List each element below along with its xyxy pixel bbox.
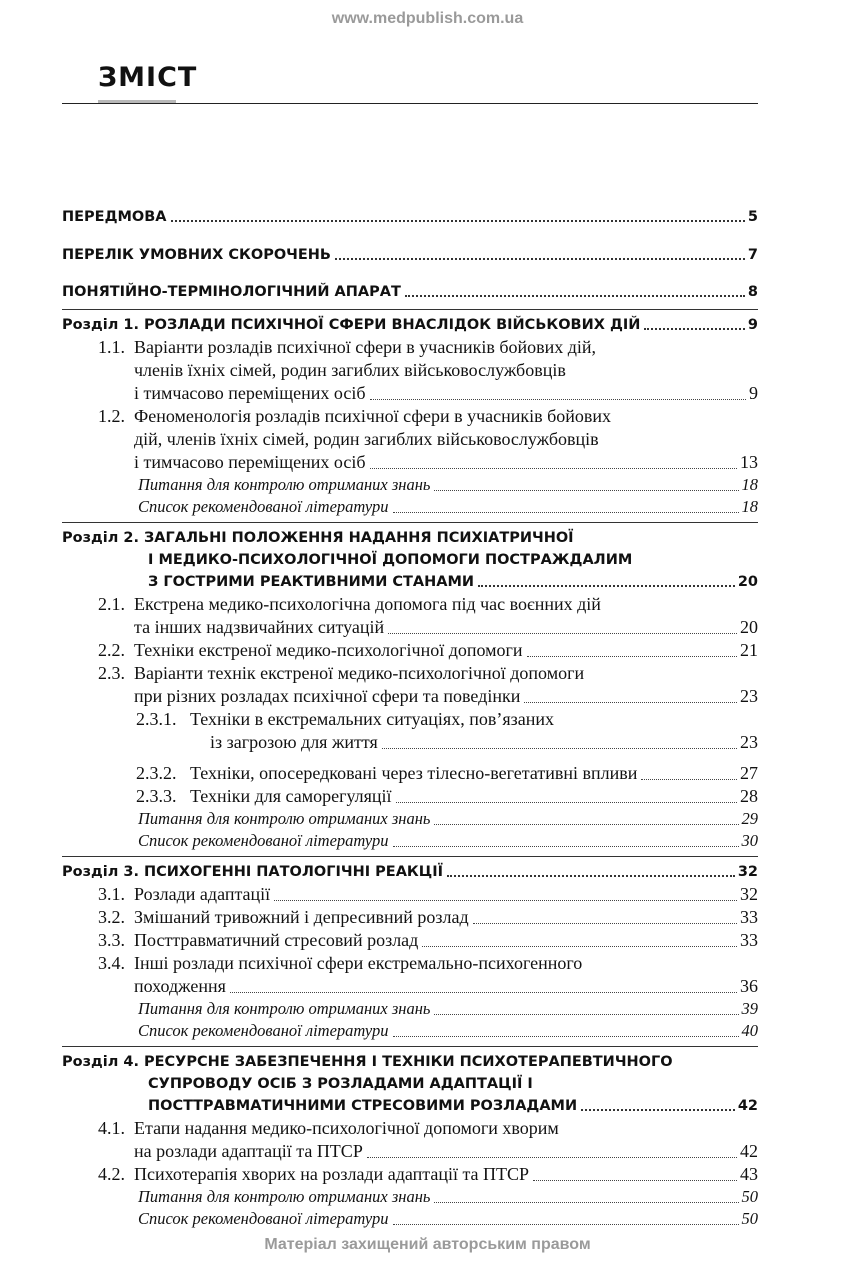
dot-leader	[434, 490, 738, 491]
dot-leader	[533, 1180, 737, 1181]
table-of-contents	[62, 206, 758, 1230]
page-number: 33	[740, 930, 758, 950]
entry-label: Питання для контролю отриманих знань	[138, 1187, 431, 1206]
toc-entry-preface[interactable]	[62, 206, 758, 228]
section-number: 3.3.	[98, 930, 125, 950]
entry-label: Техніки екстреної медико-психологічної допомоги	[134, 640, 523, 660]
toc-entry-3-questions[interactable]	[62, 998, 758, 1020]
page-number: 7	[747, 247, 758, 263]
page-number: 20	[737, 574, 758, 590]
toc-entry-2-3-1[interactable]	[62, 708, 758, 754]
copyright-notice: Матеріал захищений авторським правом	[264, 1236, 591, 1253]
header-rule	[62, 103, 758, 104]
section-number: 2.3.3.	[136, 786, 177, 806]
page-number: 30	[741, 831, 758, 850]
toc-entry-4-1[interactable]	[62, 1117, 758, 1163]
entry-label: Змішаний тривожний і депресивний розлад	[134, 907, 469, 927]
entry-line: на розлади адаптації та ПТСР	[134, 1141, 363, 1161]
toc-entry-terminology[interactable]	[62, 281, 758, 303]
entry-line: Екстрена медико-психологічна допомога під час воєнних дій	[134, 594, 601, 614]
chapter-title: Розділ 3. ПСИХОГЕННІ ПАТОЛОГІЧНІ РЕАКЦІЇ	[62, 864, 444, 880]
toc-entry-2-literature[interactable]	[62, 830, 758, 852]
entry-label: Список рекомендованої літератури	[138, 1209, 389, 1228]
entry-line: Варіанти технік екстреної медико-психологічної допомоги	[134, 663, 585, 683]
dot-leader	[405, 295, 745, 297]
toc-entry-3-1[interactable]	[62, 883, 758, 906]
toc-chapter-4[interactable]	[62, 1051, 758, 1117]
chapter-title-line: І МЕДИКО-ПСИХОЛОГІЧНОЇ ДОПОМОГИ ПОСТРАЖДАЛИМ	[148, 552, 633, 568]
entry-label: Питання для контролю отриманих знань	[138, 999, 431, 1018]
toc-entry-1-questions[interactable]	[62, 474, 758, 496]
section-number: 4.1.	[98, 1118, 125, 1138]
entry-line: при різних розладах психічної сфери та поведінки	[134, 686, 521, 706]
toc-chapter-3[interactable]	[62, 861, 758, 883]
entry-line: і тимчасово переміщених осіб	[134, 452, 366, 472]
toc-entry-2-1[interactable]	[62, 593, 758, 639]
toc-entry-2-questions[interactable]	[62, 808, 758, 830]
dot-leader	[335, 258, 745, 260]
page-number: 32	[740, 884, 758, 904]
toc-entry-4-questions[interactable]	[62, 1186, 758, 1208]
entry-line: дій, членів їхніх сімей, родин загиблих військовослужбовців	[134, 429, 599, 449]
dot-leader	[581, 1109, 735, 1111]
section-number: 1.2.	[98, 406, 125, 426]
dot-leader	[524, 702, 737, 703]
entry-label: Список рекомендованої літератури	[138, 497, 389, 516]
dot-leader	[478, 585, 735, 587]
page-number: 23	[740, 732, 758, 752]
section-number: 2.2.	[98, 640, 125, 660]
page-number: 27	[740, 763, 758, 783]
dot-leader	[367, 1157, 737, 1158]
chapter-title-line: ПОСТТРАВМАТИЧНИМИ СТРЕСОВИМИ РОЗЛАДАМИ	[148, 1098, 578, 1114]
toc-entry-3-3[interactable]	[62, 929, 758, 952]
dot-leader	[434, 824, 738, 825]
section-number: 3.2.	[98, 907, 125, 927]
chapter-title-line: Розділ 2. ЗАГАЛЬНІ ПОЛОЖЕННЯ НАДАННЯ ПСИХІАТРИЧНОЇ	[62, 530, 574, 546]
section-number: 2.3.2.	[136, 763, 177, 783]
entry-line: і тимчасово переміщених осіб	[134, 383, 366, 403]
toc-entry-4-2[interactable]	[62, 1163, 758, 1186]
chapter-title-line: Розділ 4. РЕСУРСНЕ ЗАБЕЗПЕЧЕННЯ І ТЕХНІКИ ПСИХОТЕРАПЕВТИЧНОГО	[62, 1054, 673, 1070]
page-number: 9	[749, 383, 758, 403]
page-title: ЗМІСТ	[98, 62, 198, 93]
entry-label: ПЕРЕДМОВА	[62, 209, 167, 225]
section-number: 2.3.1.	[136, 709, 177, 729]
site-url: www.medpublish.com.ua	[331, 10, 524, 27]
page-number: 50	[741, 1209, 758, 1228]
dot-leader	[434, 1014, 738, 1015]
dot-leader	[641, 779, 737, 780]
entry-line: та інших надзвичайних ситуацій	[134, 617, 385, 637]
entry-line: Етапи надання медико-психологічної допомоги хворим	[134, 1118, 559, 1138]
page-number: 18	[741, 475, 758, 494]
toc-entry-1-1[interactable]	[62, 336, 758, 405]
dot-leader	[447, 875, 735, 877]
page-number: 9	[747, 317, 758, 333]
section-number: 2.3.	[98, 663, 125, 683]
entry-label: Техніки для саморегуляції	[190, 786, 392, 806]
page-number: 33	[740, 907, 758, 927]
page-number: 43	[740, 1164, 758, 1184]
entry-line: із загрозою для життя	[210, 732, 378, 752]
dot-leader	[274, 900, 737, 901]
entry-label: ПЕРЕЛІК УМОВНИХ СКОРОЧЕНЬ	[62, 247, 331, 263]
entry-line: Феноменологія розладів психічної сфери в учасників бойових	[134, 406, 612, 426]
page-number: 21	[740, 640, 758, 660]
page-number: 20	[740, 617, 758, 637]
entry-label: Список рекомендованої літератури	[138, 831, 389, 850]
dot-leader	[644, 328, 744, 330]
entry-line: членів їхніх сімей, родин загиблих військовослужбовців	[134, 360, 566, 380]
entry-line: Техніки в екстремальних ситуаціях, пов’язаних	[190, 709, 554, 729]
section-number: 4.2.	[98, 1164, 125, 1184]
entry-label: Список рекомендованої літератури	[138, 1021, 389, 1040]
entry-label: Питання для контролю отриманих знань	[138, 475, 431, 494]
dot-leader	[393, 846, 739, 847]
page-number: 28	[740, 786, 758, 806]
page-number: 8	[747, 284, 758, 300]
page-number: 32	[737, 864, 758, 880]
page-number: 40	[741, 1021, 758, 1040]
toc-entry-4-literature[interactable]	[62, 1208, 758, 1230]
section-number: 3.4.	[98, 953, 125, 973]
toc-entry-3-2[interactable]	[62, 906, 758, 929]
dot-leader	[382, 748, 737, 749]
page-number: 42	[737, 1098, 758, 1114]
toc-entry-3-literature[interactable]	[62, 1020, 758, 1042]
toc-entry-2-3-3[interactable]	[62, 785, 758, 808]
entry-label: Розлади адаптації	[134, 884, 271, 904]
page-number: 36	[740, 976, 758, 996]
page-number: 50	[741, 1187, 758, 1206]
entry-label: Психотерапія хворих на розлади адаптації та ПТСР	[134, 1164, 530, 1184]
toc-entry-abbreviations[interactable]	[62, 244, 758, 266]
dot-leader	[527, 656, 737, 657]
dot-leader	[171, 220, 745, 222]
dot-leader	[370, 468, 737, 469]
toc-entry-2-2[interactable]	[62, 639, 758, 662]
chapter-title-line: З ГОСТРИМИ РЕАКТИВНИМИ СТАНАМИ	[148, 574, 475, 590]
toc-entry-2-3-2[interactable]	[62, 762, 758, 785]
chapter-title-line: СУПРОВОДУ ОСІБ З РОЗЛАДАМИ АДАПТАЦІЇ І	[148, 1076, 533, 1092]
dot-leader	[434, 1202, 738, 1203]
toc-chapter-1[interactable]	[62, 314, 758, 336]
dot-leader	[393, 1036, 739, 1037]
dot-leader	[370, 399, 746, 400]
dot-leader	[473, 923, 737, 924]
section-number: 1.1.	[98, 337, 125, 357]
entry-label: Питання для контролю отриманих знань	[138, 809, 431, 828]
entry-line: походження	[134, 976, 226, 996]
entry-line: Інші розлади психічної сфери екстремально-психогенного	[134, 953, 583, 973]
page-number: 39	[741, 999, 758, 1018]
page-number: 29	[741, 809, 758, 828]
page-number: 13	[740, 452, 758, 472]
page-number: 5	[747, 209, 758, 225]
section-number: 2.1.	[98, 594, 125, 614]
entry-label: Техніки, опосередковані через тілесно-вегетативні впливи	[190, 763, 638, 783]
entry-line: Варіанти розладів психічної сфери в учасників бойових дій,	[134, 337, 597, 357]
dot-leader	[393, 1224, 739, 1225]
dot-leader	[230, 992, 737, 993]
page-number: 23	[740, 686, 758, 706]
page-number: 18	[741, 497, 758, 516]
toc-entry-1-literature[interactable]	[62, 496, 758, 518]
page-number: 42	[740, 1141, 758, 1161]
section-number: 3.1.	[98, 884, 125, 904]
dot-leader	[422, 946, 737, 947]
chapter-title: Розділ 1. РОЗЛАДИ ПСИХІЧНОЇ СФЕРИ ВНАСЛІДОК ВІЙСЬКОВИХ ДІЙ	[62, 317, 641, 333]
toc-entry-2-3[interactable]	[62, 662, 758, 708]
entry-label: Посттравматичний стресовий розлад	[134, 930, 419, 950]
toc-entry-1-2[interactable]	[62, 405, 758, 474]
dot-leader	[393, 512, 739, 513]
dot-leader	[396, 802, 737, 803]
toc-chapter-2[interactable]	[62, 527, 758, 593]
entry-label: ПОНЯТІЙНО-ТЕРМІНОЛОГІЧНИЙ АПАРАТ	[62, 284, 401, 300]
dot-leader	[388, 633, 737, 634]
toc-entry-3-4[interactable]	[62, 952, 758, 998]
